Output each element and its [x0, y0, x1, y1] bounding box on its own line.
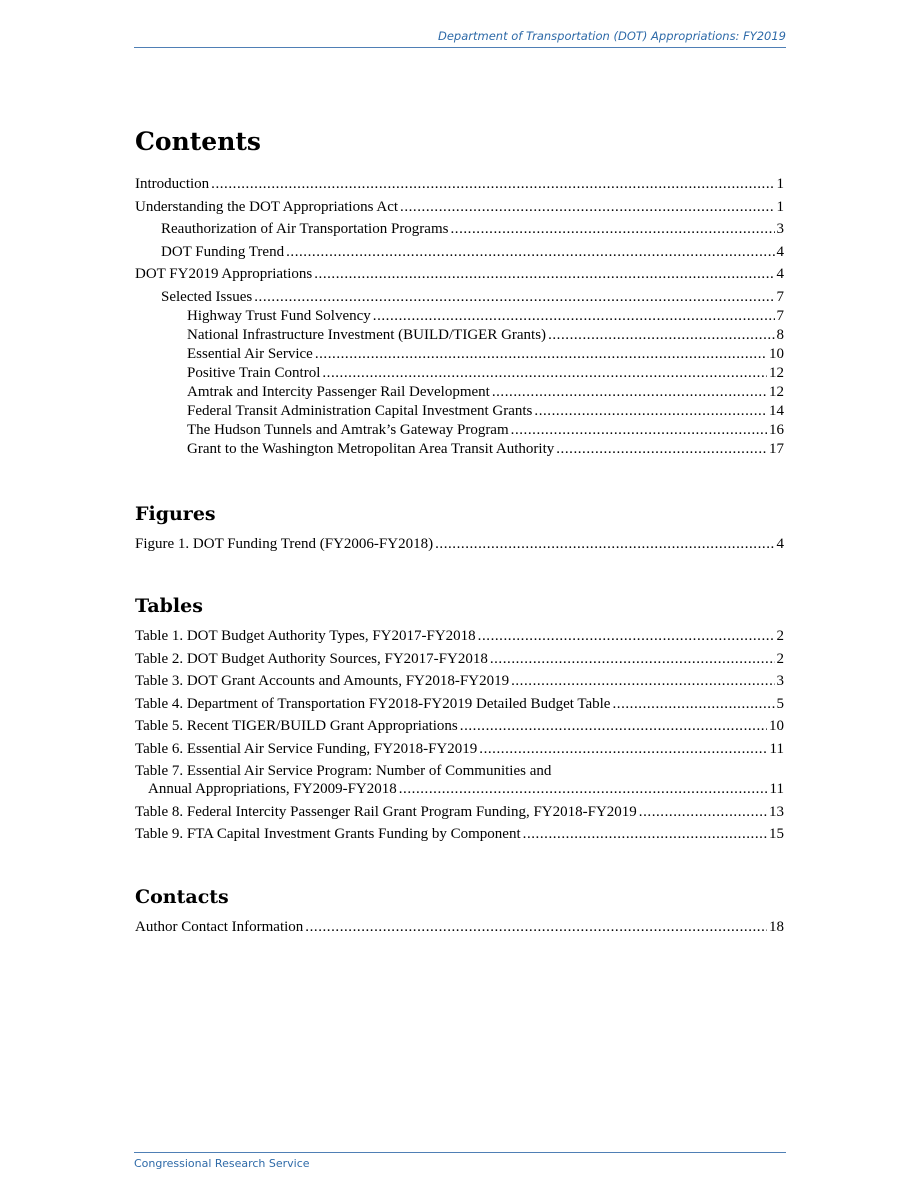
dot-leader: [556, 440, 767, 458]
dot-leader: [523, 825, 767, 843]
toc-entry-table-9[interactable]: [135, 825, 784, 843]
toc-entry-highway-trust-fund[interactable]: [135, 307, 784, 325]
toc-page-number: 4: [776, 266, 784, 282]
toc-entry-table-8[interactable]: [135, 803, 784, 821]
contacts-heading: Contacts: [135, 885, 229, 908]
toc-entry-label: Table 4. Department of Transportation FY2018-FY2019 Detailed Budget Table: [135, 695, 611, 712]
dot-leader: [511, 672, 774, 690]
dot-leader: [478, 627, 775, 645]
toc-entry-label: DOT FY2019 Appropriations: [135, 266, 313, 282]
toc-page-number: 3: [776, 221, 784, 237]
dot-leader: [286, 243, 774, 261]
toc-entry-funding-trend[interactable]: [135, 243, 784, 261]
section-spacer: [135, 557, 784, 593]
toc-entry-selected-issues[interactable]: [135, 288, 784, 306]
section-spacer: [135, 459, 784, 501]
toc-entry-continuation: [135, 780, 784, 798]
dot-leader: [400, 198, 774, 216]
toc-entry-label: Highway Trust Fund Solvency: [187, 307, 371, 324]
toc-entry-label: Positive Train Control: [187, 364, 321, 381]
toc-entry-label: Grant to the Washington Metropolitan Area Transit Authority: [187, 440, 555, 457]
toc-entry-label: Introduction: [135, 176, 210, 192]
contents-heading: Contents: [135, 127, 262, 156]
toc-entry-label: Table 7. Essential Air Service Program: Number of Communities and: [135, 763, 552, 779]
toc-entry-positive-train-control[interactable]: [135, 364, 784, 382]
toc-page-number: 3: [776, 673, 784, 689]
dot-leader: [322, 364, 767, 382]
toc-page-number: 18: [769, 918, 784, 935]
dot-leader: [305, 918, 767, 936]
toc-entry-table-7[interactable]: [135, 762, 784, 798]
toc-page-number: 14: [769, 402, 784, 419]
toc-entry-essential-air-service[interactable]: [135, 345, 784, 363]
tables-heading: Tables: [135, 595, 203, 617]
toc-entry-introduction[interactable]: [135, 175, 784, 193]
toc-page-number: 2: [776, 650, 784, 667]
running-header: Department of Transportation (DOT) Appropriations: FY2019: [134, 28, 786, 48]
toc-entry-author-contact[interactable]: [135, 918, 784, 936]
toc-entry-label: Understanding the DOT Appropriations Act: [135, 198, 399, 215]
dot-leader: [460, 717, 767, 735]
toc-page-number: 12: [769, 383, 784, 400]
dot-leader: [315, 345, 767, 363]
toc-entry-label: Table 3. DOT Grant Accounts and Amounts, FY2018-FY2019: [135, 673, 510, 689]
dot-leader: [373, 307, 775, 325]
toc-entry-fy2019-appropriations[interactable]: [135, 265, 784, 283]
toc-page-number: 1: [776, 176, 784, 192]
figures-heading: Figures: [135, 502, 216, 525]
toc-entry-table-4[interactable]: [135, 695, 784, 713]
toc-entry-understanding-act[interactable]: [135, 198, 784, 216]
toc-entry-label: Figure 1. DOT Funding Trend (FY2006-FY2018): [135, 535, 434, 552]
toc-entry-figure-1[interactable]: [135, 535, 784, 553]
toc-entry-label: Author Contact Information: [135, 918, 304, 935]
dot-leader: [534, 402, 767, 420]
toc-entry-label: Table 5. Recent TIGER/BUILD Grant Appropriations: [135, 718, 458, 734]
dot-leader: [639, 803, 767, 821]
toc-entry-label: Table 2. DOT Budget Authority Sources, FY2017-FY2018: [135, 650, 488, 667]
toc-page-number: 12: [769, 364, 784, 381]
toc-entry-label: Table 9. FTA Capital Investment Grants Funding by Component: [135, 826, 521, 842]
toc-entry-label: Annual Appropriations, FY2009-FY2018: [148, 781, 397, 797]
toc-page-number: 13: [769, 803, 784, 820]
toc-entry-table-5[interactable]: [135, 717, 784, 735]
toc-page-number: 11: [769, 781, 784, 797]
dot-leader: [450, 220, 774, 238]
dot-leader: [254, 288, 774, 306]
toc-page-number: 4: [776, 535, 784, 552]
toc-page-number: 11: [769, 740, 784, 757]
toc-page-number: 10: [769, 718, 784, 734]
section-spacer: [135, 848, 784, 884]
toc-entry-hudson-tunnels[interactable]: [135, 421, 784, 439]
toc-entry-label: The Hudson Tunnels and Amtrak’s Gateway Program: [187, 421, 509, 438]
dot-leader: [492, 383, 767, 401]
toc-page-number: 4: [776, 243, 784, 260]
toc-entry-table-1[interactable]: [135, 627, 784, 645]
toc-entry-table-3[interactable]: [135, 672, 784, 690]
toc-page-number: 15: [769, 826, 784, 842]
toc-entry-amtrak[interactable]: [135, 383, 784, 401]
dot-leader: [399, 780, 768, 798]
toc-entry-label: Table 1. DOT Budget Authority Types, FY2017-FY2018: [135, 628, 476, 644]
toc-page-number: 2: [776, 628, 784, 644]
toc-page-number: 7: [776, 307, 784, 324]
toc-entry-label: Table 6. Essential Air Service Funding, FY2018-FY2019: [135, 740, 478, 757]
toc-page-number: 7: [776, 288, 784, 305]
dot-leader: [490, 650, 775, 668]
toc-entry-build-tiger-grants[interactable]: [135, 326, 784, 344]
running-footer: Congressional Research Service: [134, 1152, 786, 1172]
dot-leader: [479, 740, 767, 758]
dot-leader: [548, 326, 774, 344]
dot-leader: [511, 421, 767, 439]
toc-entry-table-2[interactable]: [135, 650, 784, 668]
toc-entry-label: DOT Funding Trend: [161, 243, 285, 260]
toc-page-number: 10: [769, 345, 784, 362]
toc-page-number: 8: [776, 326, 784, 343]
toc-page-number: 5: [776, 695, 784, 712]
dot-leader: [211, 175, 774, 193]
dot-leader: [612, 695, 774, 713]
toc-entry-label: Amtrak and Intercity Passenger Rail Development: [187, 383, 490, 400]
toc-entry-label: Reauthorization of Air Transportation Programs: [161, 221, 449, 237]
toc-entry-table-6[interactable]: [135, 740, 784, 758]
toc-entry-label: Selected Issues: [161, 288, 253, 305]
toc-entry-wmata[interactable]: [135, 440, 784, 458]
toc-page-number: 17: [769, 440, 784, 457]
toc-entry-label: Essential Air Service: [187, 345, 313, 362]
toc-entry-label: National Infrastructure Investment (BUILD/TIGER Grants): [187, 326, 547, 343]
toc-page-number: 16: [769, 421, 784, 438]
dot-leader: [314, 265, 774, 283]
dot-leader: [435, 535, 774, 553]
table-of-contents: [135, 124, 784, 940]
toc-entry-reauthorization[interactable]: [135, 220, 784, 238]
toc-entry-label: Federal Transit Administration Capital Investment Grants: [187, 402, 533, 419]
toc-entry-fta-cig[interactable]: [135, 402, 784, 420]
toc-page-number: 1: [776, 198, 784, 215]
toc-entry-label: Table 8. Federal Intercity Passenger Rail Grant Program Funding, FY2018-FY2019: [135, 803, 637, 820]
